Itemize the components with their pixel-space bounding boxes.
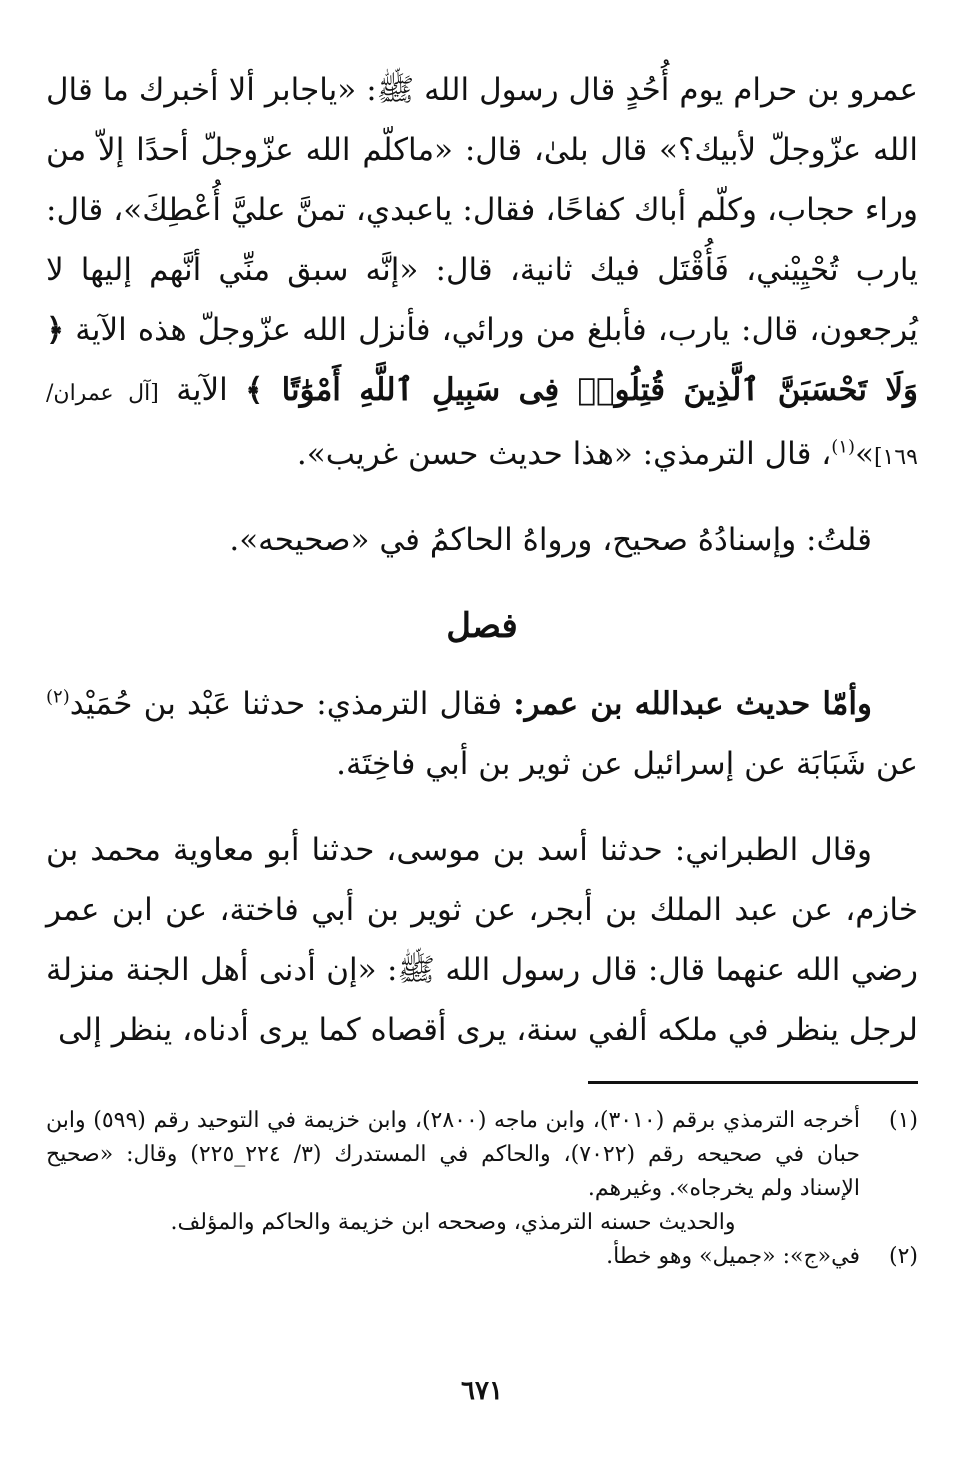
footnote-2-number: (٢) [888,1244,918,1269]
footnote-1-number: (١) [888,1108,918,1133]
quran-verse: ﴿ وَلَا تَحْسَبَنَّ ٱلَّذِينَ قُتِلُوا۟ فِى سَبِيلِ ٱللَّهِ أَمْوَٰتًا ﴾ [46,312,919,408]
paragraph-3-ending: عن شَبَابَة عن إسرائيل عن ثوير بن أبي فاخِتَة. [336,746,918,782]
verse-label: الآية [158,372,246,408]
quote-close: » [854,436,874,472]
footnote-divider [588,1081,918,1084]
footnote-2-text: في«ج»: «جميل» وهو خطأ. [606,1244,860,1269]
footnote-2 [46,1240,918,1274]
verse-reference: [آل عمران/ ١٦٩] [46,381,918,470]
footnotes [46,1104,918,1274]
paragraph-1-ending: ، قال الترمذي: «هذا حديث حسن غريب». [296,436,832,472]
footnote-1-body: أخرجه الترمذي برقم (٣٠١٠)، وابن ماجه (٢٨٠٠)، وابن خزيمة في التوحيد رقم (٥٩٩) وابن حبان في صحيحه رقم (٧٠٢٢)، والحاكم في المستدرك (٣/ ٢٢٤_٢٢٥) وقال: «صحيح الإسناد ولم يخرجاه». وغيرهم. [46,1108,861,1201]
paragraph-4: وقال الطبراني: حدثنا أسد بن موسى، حدثنا أبو معاوية محمد بن خازم، عن عبد الملك بن أبجر، عن ثوير بن أبي فاختة، عن ابن عمر رضي الله عنهما قال: قال رسول الله ﷺ: «إن أدنى أهل الجنة منزلة لرجل ينظر في ملكه ألفي سنة، يرى أقصاه كما يرى أدناه، ينظر إلى [46,832,918,1048]
section-heading: فصل [446,606,518,646]
page-body [46,60,918,1060]
footnote-ref-2[interactable]: (٢) [46,686,70,708]
paragraph-2: قلتُ: وإسنادُهُ صحيح، ورواهُ الحاكمُ في «صحيحه». [229,522,872,558]
footnote-1-extra: والحديث حسنه الترمذي، وصححه ابن خزيمة والحاكم والمؤلف. [170,1210,736,1235]
page-number: ٦٧١ [461,1376,503,1406]
footnote-1 [46,1104,918,1240]
paragraph-1 [46,60,918,488]
paragraph-1-text: عمرو بن حرام يوم أُحُدٍ قال رسول الله ﷺ: «ياجابر ألا أخبرك ما قال الله عزّوجلّ لأبيك؟» قال بلىٰ، قال: «ماكلّم الله عزّوجلّ أحدًا إلاّ من وراء حجاب، وكلّم أباك كفاحًا، فقال: ياعبدي، تمنَّ عليَّ أُعْطِكَ»، قال: يارب تُحْيِيْني، فَأُقْتَل فيك ثانية، قال: «إنَّه سبق منِّي أنَّهم إليها لا يُرجعون، قال: يارب، فأبلغ من ورائي، فأنزل الله عزّوجلّ هذه الآية [46,72,918,348]
footnote-ref-1[interactable]: (١) [831,436,855,458]
paragraph-3-lead: وأمّا حديث عبدالله بن عمر: [513,686,872,722]
paragraph-3 [46,674,918,794]
paragraph-3-text: فقال الترمذي: حدثنا عَبْد بن حُمَيْد [69,686,514,722]
footnote-1-text [46,1104,860,1240]
